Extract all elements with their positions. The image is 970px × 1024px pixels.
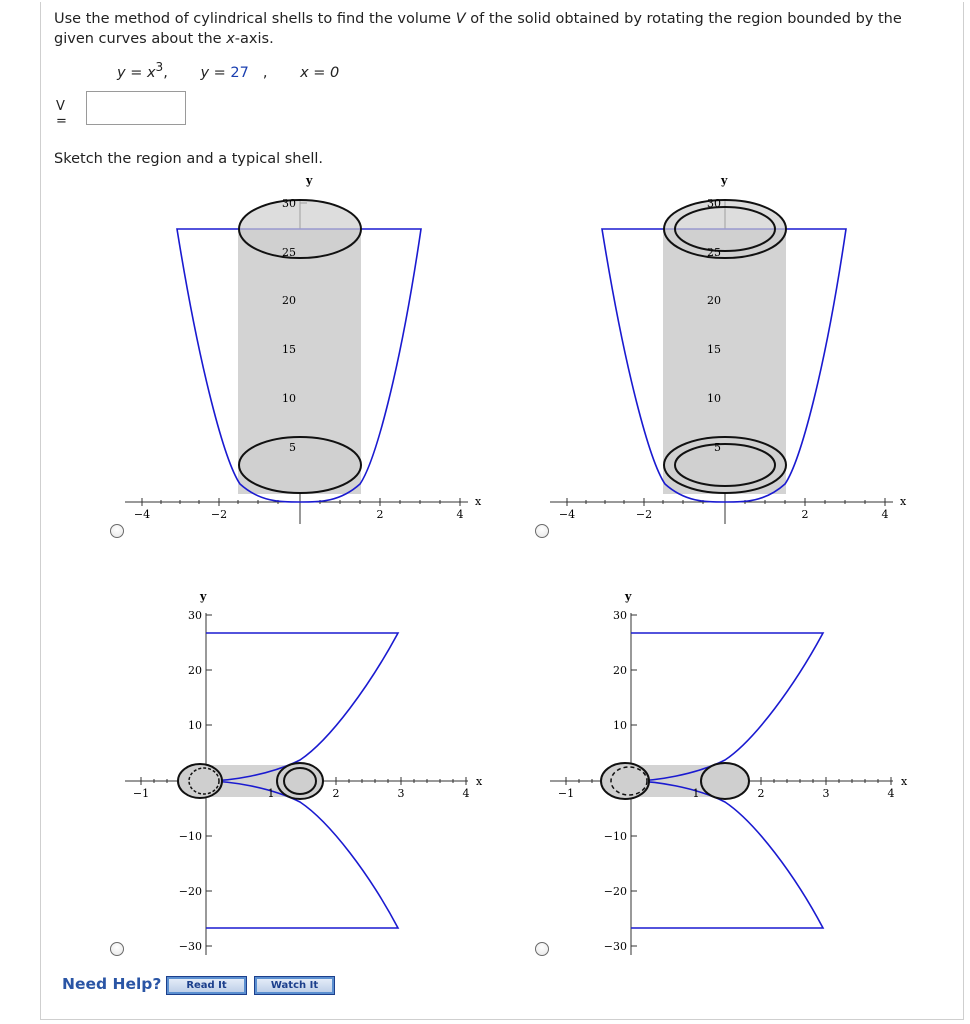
shell-bottom-outer (664, 437, 786, 493)
read-it-button[interactable]: Read It (166, 976, 247, 995)
xtick: 2 (332, 787, 340, 800)
x-axis-label: x (475, 495, 482, 508)
ytick: −10 (603, 830, 627, 843)
shell-bottom-ellipse (239, 437, 361, 493)
ytick: −30 (603, 940, 627, 953)
xtick: −2 (210, 508, 228, 521)
need-help-label: Need Help? (62, 975, 162, 993)
x-axis-label: x (476, 775, 483, 788)
ytick: 10 (282, 392, 296, 405)
xtick: −1 (557, 787, 575, 800)
answer-label: V = (56, 99, 67, 129)
xtick: 4 (881, 508, 889, 521)
ytick: 30 (707, 197, 721, 210)
y-axis-label: y (200, 590, 207, 603)
sketch-prompt: Sketch the region and a typical shell. (54, 151, 324, 167)
ytick: −20 (603, 885, 627, 898)
option-a-radio[interactable] (110, 524, 124, 538)
y-axis-label: y (721, 174, 728, 187)
curve-2: y = 27 , (200, 64, 268, 81)
ytick: 25 (282, 246, 296, 259)
graph-b (545, 172, 905, 524)
option-c-radio[interactable] (110, 942, 124, 956)
ytick: 30 (613, 609, 627, 622)
graph-d (545, 585, 908, 957)
xtick: 4 (887, 787, 895, 800)
xtick: 1 (267, 787, 275, 800)
xtick: −4 (133, 508, 151, 521)
xtick: 2 (757, 787, 765, 800)
ytick: 25 (707, 246, 721, 259)
xtick: 4 (456, 508, 464, 521)
xtick: 2 (801, 508, 809, 521)
xtick: −1 (132, 787, 150, 800)
y-axis-label: y (625, 590, 632, 603)
curves-equations (117, 60, 353, 81)
ytick: −20 (178, 885, 202, 898)
ytick: 15 (707, 343, 721, 356)
ytick: 20 (707, 294, 721, 307)
xtick: 3 (822, 787, 830, 800)
ytick: 15 (282, 343, 296, 356)
watch-it-button[interactable]: Watch It (254, 976, 335, 995)
graph-a (120, 172, 480, 524)
xtick: −2 (635, 508, 653, 521)
y-axis-label: y (306, 174, 313, 187)
xtick: 4 (462, 787, 470, 800)
ytick: 10 (613, 719, 627, 732)
xtick: −4 (558, 508, 576, 521)
xtick: 2 (376, 508, 384, 521)
ytick: 20 (613, 664, 627, 677)
ytick: 30 (282, 197, 296, 210)
ytick: 20 (282, 294, 296, 307)
curve-1: $y = x^3$, (117, 60, 168, 81)
ytick: 5 (289, 441, 296, 454)
curve-3: x = 0 (300, 64, 340, 81)
x-axis-label: x (901, 775, 908, 788)
answer-input[interactable] (86, 91, 186, 125)
shell-right-ellipse (701, 763, 749, 799)
shell-top-outer (664, 200, 786, 258)
ytick: 10 (707, 392, 721, 405)
question-text: Use the method of cylindrical shells to find the volume V of the solid obtained by rotating the region bounded by the given curves about the x-axis. (54, 11, 902, 47)
ytick: 30 (188, 609, 202, 622)
xtick: 3 (397, 787, 405, 800)
option-b-radio[interactable] (535, 524, 549, 538)
x-axis-label: x (900, 495, 907, 508)
shell-left-ellipse (601, 763, 649, 799)
graph-c (120, 585, 483, 957)
xtick: 1 (692, 787, 700, 800)
ytick: 10 (188, 719, 202, 732)
option-d-radio[interactable] (535, 942, 549, 956)
ytick: −10 (178, 830, 202, 843)
shell-top-ellipse (239, 200, 361, 258)
ytick: 5 (714, 441, 721, 454)
ytick: 20 (188, 664, 202, 677)
ytick: −30 (178, 940, 202, 953)
